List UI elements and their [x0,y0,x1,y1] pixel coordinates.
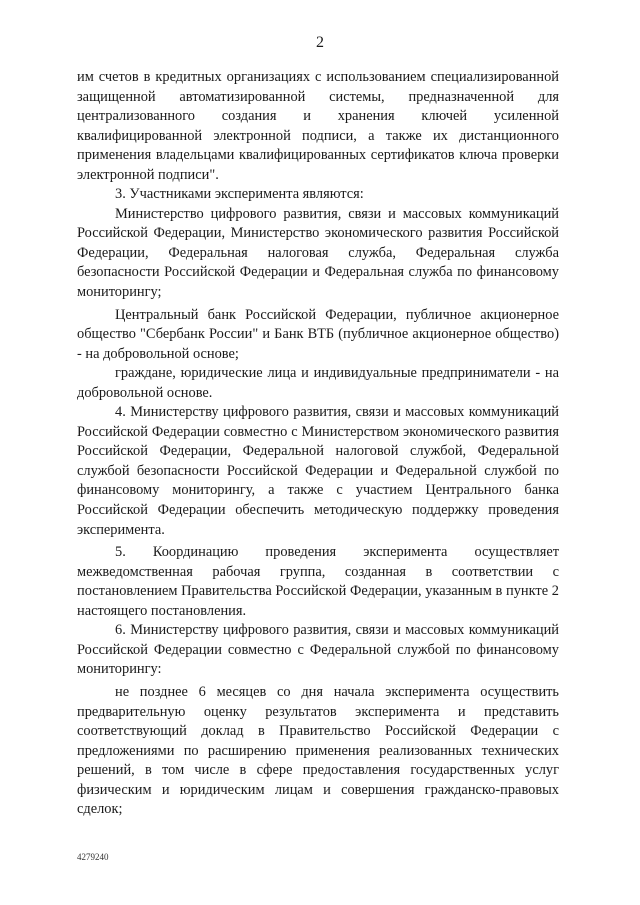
paragraph-participants-ministries: Министерство цифрового развития, связи и массовых коммуникаций Российской Федерации, Министерство экономического развития Российской Федерации, Федеральная налоговая служба, Федеральная служба безопасности Российской Федерации и Федеральная служба по финансовому мониторингу; [77,205,559,301]
document-code: 4279240 [77,852,109,862]
page-number: 2 [316,34,324,51]
paragraph-item-3: 3. Участниками эксперимента являются: [115,186,364,203]
paragraph-participants-citizens: граждане, юридические лица и индивидуальные предприниматели - на добровольной основе. [77,365,559,401]
document-body [77,68,559,820]
paragraph-item-5: 5. Координацию проведения эксперимента осуществляет межведомственная рабочая группа, созданная в соответствии с постановлением Правительства Российской Федерации, указанным в пункте 2 настоящего постановления. [77,544,559,619]
paragraph-continuation: им счетов в кредитных организациях с использованием специализированной защищенной автоматизированной системы, предназначенной для централизованного создания и хранения ключей усиленной квалифицированной электронной подписи, а также их дистанционного применения владельцами квалифицированных сертификатов ключа проверки электронной подписи". [77,69,559,183]
paragraph-item-6: 6. Министерству цифрового развития, связи и массовых коммуникаций Российской Федерации совместно с Федеральной службой по финансовому мониторингу: [77,622,559,678]
paragraph-item-6-subitem: не позднее 6 месяцев со дня начала эксперимента осуществить предварительную оценку результатов эксперимента и представить соответствующий доклад в Правительство Российской Федерации с предложениями по расширению применения реализованных технических решений, в том числе в сфере предоставления государственных услуг физическим и юридическим лицам и совершения гражданско-правовых сделок; [77,683,559,818]
paragraph-item-4: 4. Министерству цифрового развития, связи и массовых коммуникаций Российской Федерации совместно с Министерством экономического развития Российской Федерации, Федеральной налоговой службой, Федеральной службой безопасности Российской Федерации и Федеральной службой по финансовому мониторингу, а также с участием Центрального банка Российской Федерации обеспечить методическую поддержку проведения эксперимента. [77,404,559,538]
paragraph-participants-banks: Центральный банк Российской Федерации, публичное акционерное общество "Сбербанк России" и Банк ВТБ (публичное акционерное общество) - на добровольной основе; [77,306,559,362]
